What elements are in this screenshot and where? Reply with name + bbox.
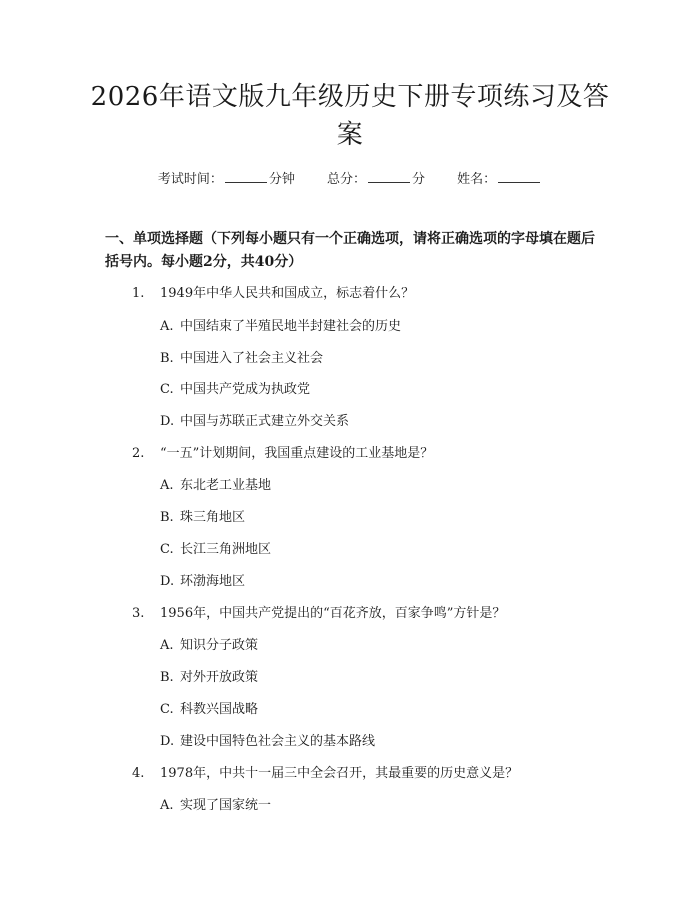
question-text: 1949年中华人民共和国成立，标志着什么？ (160, 286, 415, 301)
exam-meta (0, 168, 700, 187)
section-heading: 一、单项选择题（下列每小题只有一个正确选项，请将正确选项的字母填在题后括号内。每小题2分，共40分） (105, 231, 595, 270)
question-number: 1. (132, 286, 145, 301)
question-2 (132, 442, 433, 461)
question-number: 3. (132, 606, 145, 621)
option-text: 中国进入了社会主义社会 (180, 351, 324, 366)
score-blank[interactable] (368, 170, 410, 183)
exam-score (327, 168, 425, 187)
option-letter: D. (160, 574, 175, 589)
option-text: 长江三角洲地区 (180, 542, 272, 557)
time-label: 考试时间： (157, 172, 223, 187)
exam-name (457, 168, 542, 187)
q1-option-c[interactable] (160, 378, 310, 397)
question-number: 2. (132, 446, 145, 461)
exam-time (158, 168, 295, 187)
option-text: 建设中国特色社会主义的基本路线 (180, 734, 376, 749)
option-letter: D. (160, 734, 175, 749)
question-text: “一五”计划期间，我国重点建设的工业基地是？ (160, 446, 434, 461)
q3-option-d[interactable] (160, 730, 375, 749)
q1-option-b[interactable] (160, 347, 323, 366)
option-letter: B. (160, 510, 174, 525)
option-text: 知识分子政策 (180, 638, 259, 653)
option-text: 中国结束了半殖民地半封建社会的历史 (180, 319, 402, 334)
option-text: 珠三角地区 (180, 510, 246, 525)
score-unit: 分 (412, 172, 426, 187)
option-letter: C. (160, 382, 174, 397)
name-label: 姓名： (457, 172, 497, 187)
question-number: 4. (132, 766, 145, 781)
q4-option-a[interactable] (160, 794, 271, 813)
q3-option-b[interactable] (160, 666, 258, 685)
option-letter: B. (160, 351, 174, 366)
option-letter: A. (160, 478, 174, 493)
q2-option-d[interactable] (160, 570, 245, 589)
question-1 (132, 282, 414, 301)
option-letter: A. (160, 319, 174, 334)
time-blank[interactable] (225, 170, 267, 183)
question-text: 1956年，中国共产党提出的“百花齐放，百家争鸣”方针是？ (160, 606, 506, 621)
q3-option-a[interactable] (160, 634, 258, 653)
q1-option-a[interactable] (160, 315, 401, 334)
score-label: 总分： (326, 172, 366, 187)
time-unit: 分钟 (268, 172, 295, 187)
option-letter: C. (160, 542, 174, 557)
q1-option-d[interactable] (160, 410, 349, 429)
name-blank[interactable] (498, 170, 540, 183)
option-text: 实现了国家统一 (180, 798, 272, 813)
option-letter: A. (160, 638, 174, 653)
option-letter: B. (160, 670, 174, 685)
option-text: 中国共产党成为执政党 (180, 382, 311, 397)
option-text: 东北老工业基地 (180, 478, 272, 493)
option-letter: A. (160, 798, 174, 813)
option-text: 对外开放政策 (180, 670, 259, 685)
option-letter: C. (160, 702, 174, 717)
question-4 (132, 762, 518, 781)
q2-option-b[interactable] (160, 506, 245, 525)
option-text: 科教兴国战略 (180, 702, 259, 717)
option-text: 环渤海地区 (180, 574, 246, 589)
question-text: 1978年，中共十一届三中全会召开，其最重要的历史意义是？ (160, 766, 519, 781)
option-text: 中国与苏联正式建立外交关系 (180, 414, 350, 429)
q3-option-c[interactable] (160, 698, 258, 717)
document-title: 2026年语文版九年级历史下册专项练习及答案 (90, 82, 610, 150)
q2-option-c[interactable] (160, 538, 271, 557)
option-letter: D. (160, 414, 175, 429)
q2-option-a[interactable] (160, 474, 271, 493)
question-3 (132, 602, 505, 621)
